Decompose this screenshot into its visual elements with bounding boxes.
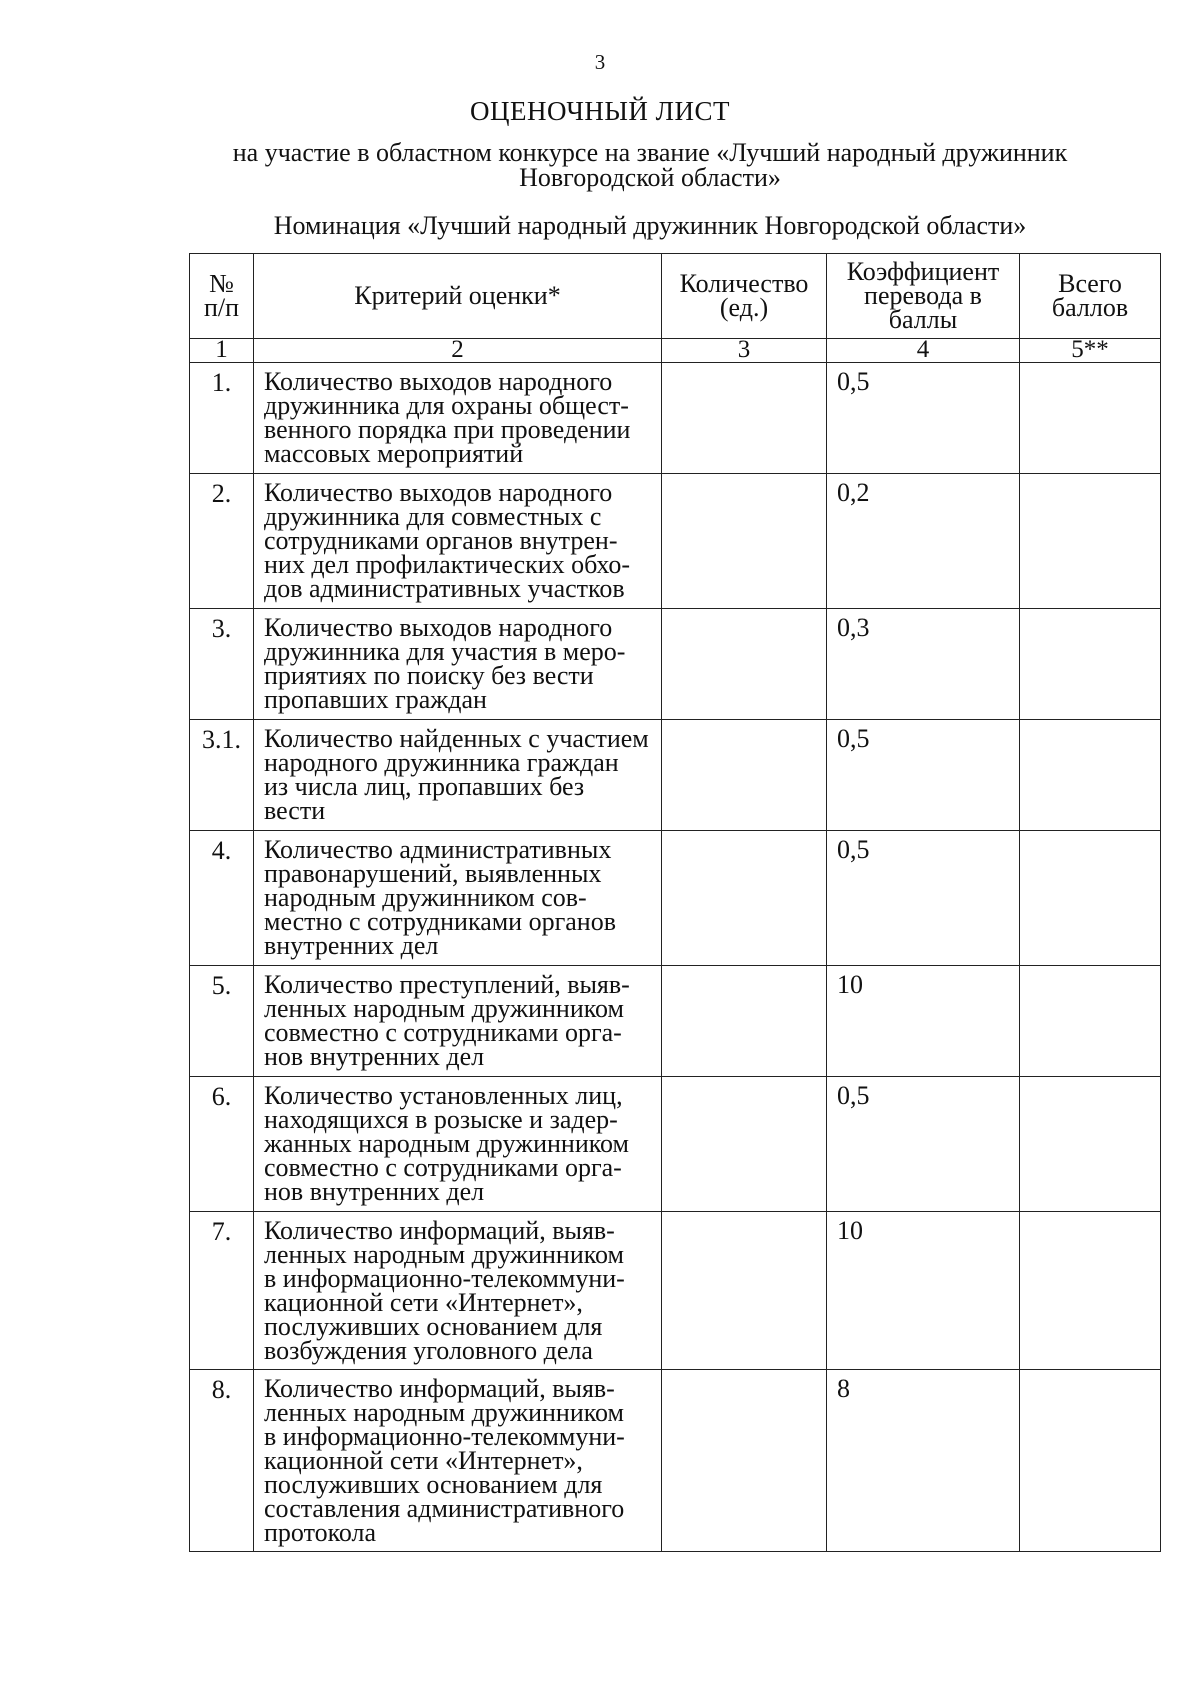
quantity-cell bbox=[662, 1212, 827, 1370]
row-number: 8. bbox=[190, 1370, 254, 1552]
criterion-cell bbox=[254, 1370, 662, 1552]
subtitle-line-2: Новгородской области» bbox=[519, 163, 781, 192]
table-row bbox=[190, 474, 1161, 609]
column-number: 4 bbox=[827, 339, 1020, 363]
coefficient-cell: 0,5 bbox=[827, 1077, 1020, 1212]
header-quantity bbox=[662, 254, 827, 339]
table-row bbox=[190, 720, 1161, 831]
criterion-text: Количество выходов народного дружинника для участия в меро- приятиях по поиску без вести пропавших граждан bbox=[264, 613, 626, 714]
column-number-row bbox=[190, 339, 1161, 363]
header-total-line-1: Всего bbox=[1058, 269, 1122, 298]
criterion-cell bbox=[254, 1077, 662, 1212]
quantity-cell bbox=[662, 1077, 827, 1212]
criterion-text: Количество выходов народного дружинника для совместных с сотрудниками органов внутрен- них дел профилактических обхо- дов административных участков bbox=[264, 478, 631, 603]
quantity-cell bbox=[662, 609, 827, 720]
header-total-line-2: баллов bbox=[1051, 293, 1129, 322]
total-cell bbox=[1020, 1077, 1161, 1212]
quantity-cell bbox=[662, 363, 827, 474]
document-subtitle bbox=[200, 140, 1100, 190]
criterion-cell bbox=[254, 474, 662, 609]
header-number bbox=[190, 254, 254, 339]
header-coefficient bbox=[827, 254, 1020, 339]
subtitle-line-1: на участие в областном конкурсе на звание «Лучший народный дружинник bbox=[232, 138, 1068, 167]
header-number-abbrev: п/п bbox=[203, 293, 240, 322]
coefficient-cell: 0,5 bbox=[827, 831, 1020, 966]
total-cell bbox=[1020, 966, 1161, 1077]
row-number: 3.1. bbox=[190, 720, 254, 831]
row-number: 7. bbox=[190, 1212, 254, 1370]
quantity-cell bbox=[662, 720, 827, 831]
coefficient-cell: 10 bbox=[827, 1212, 1020, 1370]
column-number: 2 bbox=[254, 339, 662, 363]
quantity-cell bbox=[662, 831, 827, 966]
row-number: 4. bbox=[190, 831, 254, 966]
criterion-cell bbox=[254, 831, 662, 966]
table-row bbox=[190, 1077, 1161, 1212]
criterion-text: Количество установленных лиц, находящихся в розыске и задер- жанных народным дружинником совместно с сотрудниками орга- нов внутренних дел bbox=[264, 1081, 630, 1206]
criterion-text: Количество информаций, выяв- ленных народным дружинником в информационно-телекоммуни- кационной сети «Интернет», послуживших основанием для возбуждения уголовного дела bbox=[264, 1216, 625, 1365]
total-cell bbox=[1020, 363, 1161, 474]
header-quantity-label: Количество bbox=[679, 269, 809, 298]
nomination-title: Номинация «Лучший народный дружинник Новгородской области» bbox=[273, 211, 1027, 240]
criterion-cell bbox=[254, 720, 662, 831]
column-number: 3 bbox=[662, 339, 827, 363]
header-number-symbol: № bbox=[209, 269, 234, 298]
criterion-cell bbox=[254, 966, 662, 1077]
total-cell bbox=[1020, 1212, 1161, 1370]
criterion-text: Количество информаций, выяв- ленных народным дружинником в информационно-телекоммуни- кационной сети «Интернет», послуживших основанием для составления административного протокола bbox=[264, 1374, 625, 1547]
total-cell bbox=[1020, 474, 1161, 609]
criterion-cell bbox=[254, 609, 662, 720]
header-criterion-label: Критерий оценки* bbox=[354, 281, 561, 310]
header-coefficient-line-2: перевода в bbox=[864, 281, 982, 310]
quantity-cell bbox=[662, 1370, 827, 1552]
table-row bbox=[190, 1370, 1161, 1552]
coefficient-cell: 0,2 bbox=[827, 474, 1020, 609]
total-cell bbox=[1020, 720, 1161, 831]
criterion-text: Количество выходов народного дружинника для охраны общест- венного порядка при проведении массовых мероприятий bbox=[264, 367, 631, 468]
coefficient-cell: 0,5 bbox=[827, 363, 1020, 474]
quantity-cell bbox=[662, 966, 827, 1077]
row-number: 5. bbox=[190, 966, 254, 1077]
criterion-text: Количество преступлений, выяв- ленных народным дружинником совместно с сотрудниками орга- нов внутренних дел bbox=[264, 970, 630, 1071]
column-number: 1 bbox=[190, 339, 254, 363]
column-number: 5** bbox=[1020, 339, 1161, 363]
row-number: 2. bbox=[190, 474, 254, 609]
table-row bbox=[190, 966, 1161, 1077]
table-header-row bbox=[190, 254, 1161, 339]
header-coefficient-line-3: баллы bbox=[888, 305, 958, 334]
table-row bbox=[190, 1212, 1161, 1370]
total-cell bbox=[1020, 1370, 1161, 1552]
row-number: 3. bbox=[190, 609, 254, 720]
header-quantity-unit: (ед.) bbox=[719, 293, 769, 322]
document-title: ОЦЕНОЧНЫЙ ЛИСТ bbox=[470, 96, 730, 126]
header-coefficient-line-1: Коэффициент bbox=[846, 257, 1000, 286]
header-total bbox=[1020, 254, 1161, 339]
table-row bbox=[190, 831, 1161, 966]
criterion-cell bbox=[254, 363, 662, 474]
criterion-cell bbox=[254, 1212, 662, 1370]
coefficient-cell: 10 bbox=[827, 966, 1020, 1077]
table-row bbox=[190, 363, 1161, 474]
row-number: 6. bbox=[190, 1077, 254, 1212]
table-row bbox=[190, 609, 1161, 720]
total-cell bbox=[1020, 831, 1161, 966]
total-cell bbox=[1020, 609, 1161, 720]
page-number: 3 bbox=[594, 50, 606, 74]
criterion-text: Количество найденных с участием народного дружинника граждан из числа лиц, пропавших без вести bbox=[264, 724, 649, 825]
coefficient-cell: 8 bbox=[827, 1370, 1020, 1552]
row-number: 1. bbox=[190, 363, 254, 474]
coefficient-cell: 0,3 bbox=[827, 609, 1020, 720]
criterion-text: Количество административных правонарушений, выявленных народным дружинником сов- местно с сотрудниками органов внутренних дел bbox=[264, 835, 616, 960]
header-criterion bbox=[254, 254, 662, 339]
coefficient-cell: 0,5 bbox=[827, 720, 1020, 831]
evaluation-table bbox=[189, 253, 1161, 1552]
quantity-cell bbox=[662, 474, 827, 609]
